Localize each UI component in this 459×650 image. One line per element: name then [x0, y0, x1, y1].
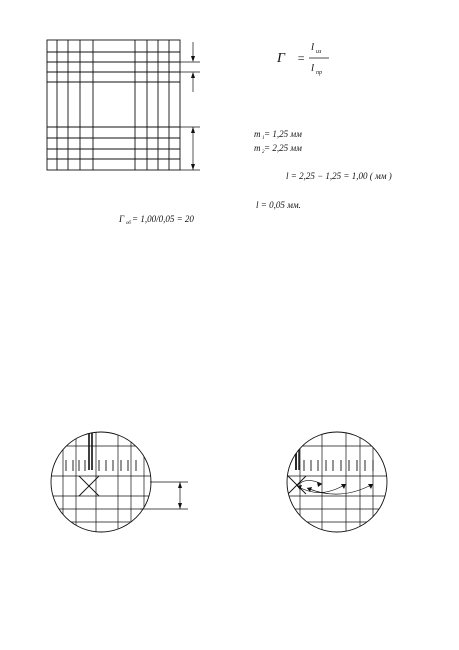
grid-horizontal-lines: [47, 52, 180, 159]
shift-arrows: [297, 480, 373, 494]
g-ob-symbol: Γ: [119, 214, 125, 224]
formula-m1: [254, 129, 302, 141]
l-numerator: l: [311, 41, 315, 53]
g-ob-value: = 1,00/0,05 = 20: [132, 214, 194, 224]
eyepiece-view-right: [287, 432, 387, 532]
m2-symbol: m: [254, 143, 261, 153]
scale-grid: [47, 40, 200, 170]
scale-ticks-right: [304, 460, 373, 471]
left-view-dimension: [140, 482, 188, 509]
formula-l-division: l = 0,05 мм.: [256, 200, 301, 210]
gamma-equals: =: [297, 51, 306, 65]
grid-frame: [47, 40, 180, 170]
formula-magnification: [276, 41, 329, 76]
scale-ticks-left: [66, 460, 136, 471]
grid-dimension-marks: [180, 42, 200, 170]
formula-l-difference: l = 2,25 − 1,25 = 1,00 ( мм ): [286, 171, 392, 181]
m1-value: = 1,25 мм: [264, 129, 302, 139]
l-numerator-subscript: из: [316, 49, 322, 55]
formula-m2: [254, 143, 302, 155]
g-ob-subscript: об: [126, 221, 131, 226]
eyepiece-view-left: [51, 432, 188, 532]
formula-objective-gamma: [118, 214, 194, 226]
l-denominator-subscript: пр: [316, 70, 322, 76]
m2-value: = 2,25 мм: [264, 143, 302, 153]
gamma-symbol: Γ: [277, 51, 285, 66]
m1-subscript: 1: [262, 136, 265, 141]
grid-vertical-lines: [57, 40, 169, 170]
m2-subscript: 2: [262, 150, 265, 155]
l-denominator: l: [311, 62, 315, 74]
field-circle-left: [51, 432, 151, 532]
m1-symbol: m: [254, 129, 261, 139]
